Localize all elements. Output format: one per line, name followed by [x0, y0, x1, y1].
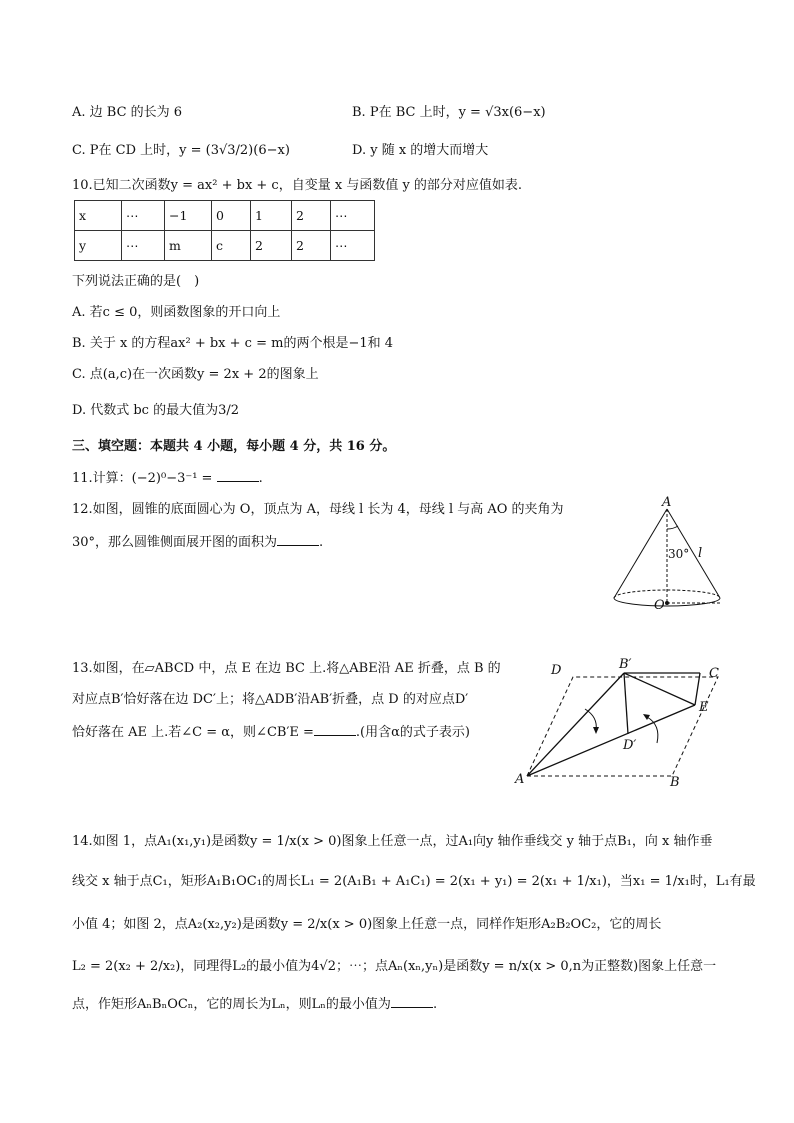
q14-end: .: [432, 997, 438, 1012]
q10-stem: 10.已知二次函数y = ax² + bx + c，自变量 x 与函数值 y 的部分对应值如表.: [72, 178, 523, 193]
label-e: E: [699, 700, 709, 715]
angle-arc: [667, 526, 678, 529]
label-o: O: [654, 598, 665, 613]
q14-line4: L₂ = 2(x₂ + 2/x₂)，同理得L₂的最小值为4√2；⋯；点Aₙ(xₙ,yₙ)是函数y = n/x(x > 0,n为正整数)图象上任意一: [72, 959, 717, 974]
table-cell: 0: [212, 201, 251, 231]
q14-prompt: 点，作矩形AₙBₙOCₙ，它的周长为Lₙ，则Lₙ的最小值为: [72, 997, 391, 1012]
table-cell: 2: [292, 201, 331, 231]
label-b: B: [670, 775, 680, 790]
q13-end: .(用含α的式子表示): [355, 725, 470, 740]
cone-figure: [605, 495, 735, 620]
q9-option-c: C. P在 CD 上时，y = (3√3/2)(6−x): [72, 143, 290, 158]
section-heading: 三、填空题：本题共 4 小题，每小题 4 分，共 16 分。: [72, 439, 396, 454]
label-a: A: [515, 772, 525, 787]
label-d: D: [551, 663, 562, 678]
q13-line3: [72, 722, 470, 742]
q10-value-table: [74, 200, 375, 261]
table-row: [75, 201, 375, 231]
label-a: A: [662, 495, 672, 510]
table-cell: −1: [165, 201, 212, 231]
label-d-prime: D′: [623, 738, 637, 753]
q12-line2: [72, 532, 323, 552]
q13-line1: 13.如图，在▱ABCD 中，点 E 在边 BC 上.将△ABE沿 AE 折叠，点 B 的: [72, 661, 501, 676]
answer-blank[interactable]: [217, 468, 259, 482]
q9-option-d: D. y 随 x 的增大而增大: [352, 143, 489, 158]
answer-blank[interactable]: [391, 994, 433, 1008]
label-angle: 30°: [668, 547, 690, 561]
segment-b1e: [624, 673, 695, 705]
q13-prompt: 恰好落在 AE 上.若∠C = α，则∠CB′E =: [72, 725, 314, 740]
q11-text: [72, 468, 263, 488]
q14-line3: 小值 4；如图 2，点A₂(x₂,y₂)是函数y = 2/x(x > 0)图象上任意一点，同样作矩形A₂B₂OC₂，它的周长: [72, 917, 662, 932]
fold-arrowhead-right: [643, 714, 650, 720]
table-cell: ⋯: [122, 201, 165, 231]
table-cell: c: [212, 231, 251, 261]
label-b-prime: B′: [619, 657, 632, 672]
q10-question: 下列说法正确的是( ): [72, 274, 200, 289]
q9-option-a: A. 边 BC 的长为 6: [72, 105, 183, 120]
table-cell: y: [75, 231, 122, 261]
q10-option-d: D. 代数式 bc 的最大值为3/2: [72, 403, 240, 418]
label-c: C: [709, 666, 719, 681]
table-cell: x: [75, 201, 122, 231]
segment-ae: [527, 705, 695, 776]
segment-b1d1: [624, 673, 628, 734]
q10-option-b: B. 关于 x 的方程ax² + bx + c = m的两个根是−1和 4: [72, 336, 394, 351]
parallelogram-abcd: [527, 677, 718, 776]
center-point: [665, 601, 669, 605]
table-cell: m: [165, 231, 212, 261]
table-cell: 1: [251, 201, 292, 231]
table-cell: ⋯: [122, 231, 165, 261]
answer-blank[interactable]: [277, 532, 319, 546]
table-cell: ⋯: [331, 201, 375, 231]
q14-line1: 14.如图 1，点A₁(x₁,y₁)是函数y = 1/x(x > 0)图象上任意一点，过A₁向y 轴作垂线交 y 轴于点B₁，向 x 轴作垂: [72, 834, 713, 849]
q11-end: .: [258, 471, 263, 486]
label-l: l: [698, 546, 703, 561]
q12-line1: 12.如图，圆锥的底面圆心为 O，顶点为 A，母线 l 长为 4，母线 l 与高 AO 的夹角为: [72, 502, 564, 517]
q11-prompt: 11.计算：(−2)⁰−3⁻¹ =: [72, 471, 213, 486]
q10-option-c: C. 点(a,c)在一次函数y = 2x + 2的图象上: [72, 367, 319, 382]
table-row: [75, 231, 375, 261]
fold-arrowhead-left: [593, 727, 599, 734]
q14-line2: 线交 x 轴于点C₁，矩形A₁B₁OC₁的周长L₁ = 2(A₁B₁ + A₁C₁) = 2(x₁ + y₁) = 2(x₁ + 1/x₁)，当x₁ = 1/x₁时，L₁有最: [72, 874, 756, 889]
parallelogram-figure: [510, 655, 730, 790]
q10-option-a: A. 若c ≤ 0，则函数图象的开口向上: [72, 305, 281, 320]
q12-prompt: 30°，那么圆锥侧面展开图的面积为: [72, 535, 278, 550]
q14-line5: [72, 994, 437, 1014]
segment-ab1: [527, 673, 624, 776]
answer-blank[interactable]: [314, 722, 356, 736]
cone-left-edge: [614, 509, 667, 598]
q12-end: .: [319, 535, 324, 550]
q13-line2: 对应点B′恰好落在边 DC′上；将△ADB′沿AB′折叠，点 D 的对应点D′: [72, 692, 469, 707]
table-cell: 2: [292, 231, 331, 261]
table-cell: 2: [251, 231, 292, 261]
q9-option-b: B. P在 BC 上时，y = √3x(6−x): [352, 105, 546, 120]
table-cell: ⋯: [331, 231, 375, 261]
